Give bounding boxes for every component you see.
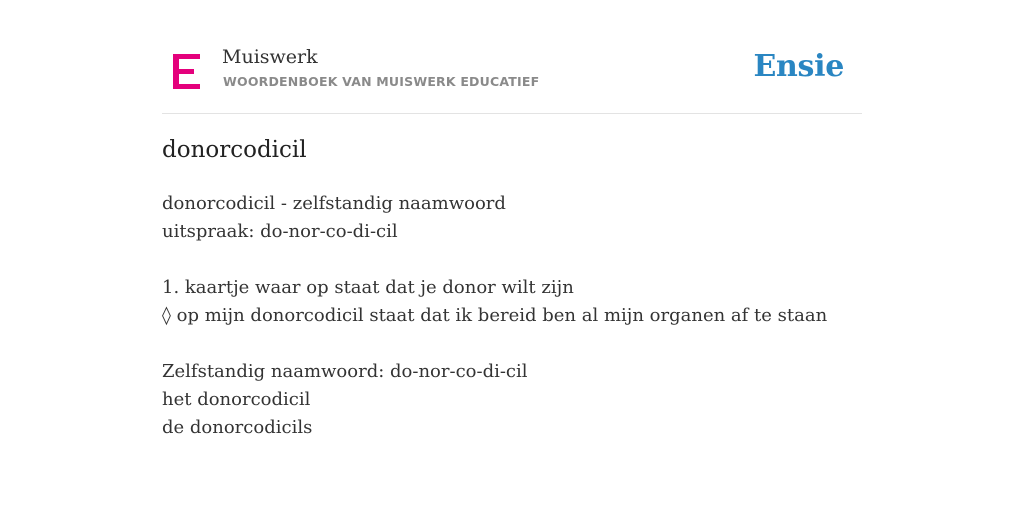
brand-subtitle: WOORDENBOEK VAN MUISWERK EDUCATIEF	[223, 74, 540, 89]
example-sentence: ◊ op mijn donorcodicil staat dat ik bereid ben al mijn organen af te staan	[162, 305, 828, 326]
muiswerk-logo-icon[interactable]	[173, 54, 200, 89]
definition: 1. kaartje waar op staat dat je donor wilt zijn	[162, 277, 574, 298]
pronunciation: uitspraak: do-nor-co-di-cil	[162, 221, 398, 242]
entry-body	[162, 190, 827, 442]
spacer	[162, 246, 827, 274]
page-title: donorcodicil	[162, 137, 307, 163]
ensie-logo[interactable]: Ensie	[753, 49, 844, 84]
plural-form: de donorcodicils	[162, 417, 313, 438]
grammar-line: Zelfstandig naamwoord: do-nor-co-di-cil	[162, 361, 528, 382]
brand-title[interactable]: Muiswerk	[222, 46, 318, 68]
singular-form: het donorcodicil	[162, 389, 311, 410]
entry-headline: donorcodicil - zelfstandig naamwoord	[162, 193, 506, 214]
site-header	[162, 40, 862, 114]
spacer	[162, 330, 827, 358]
